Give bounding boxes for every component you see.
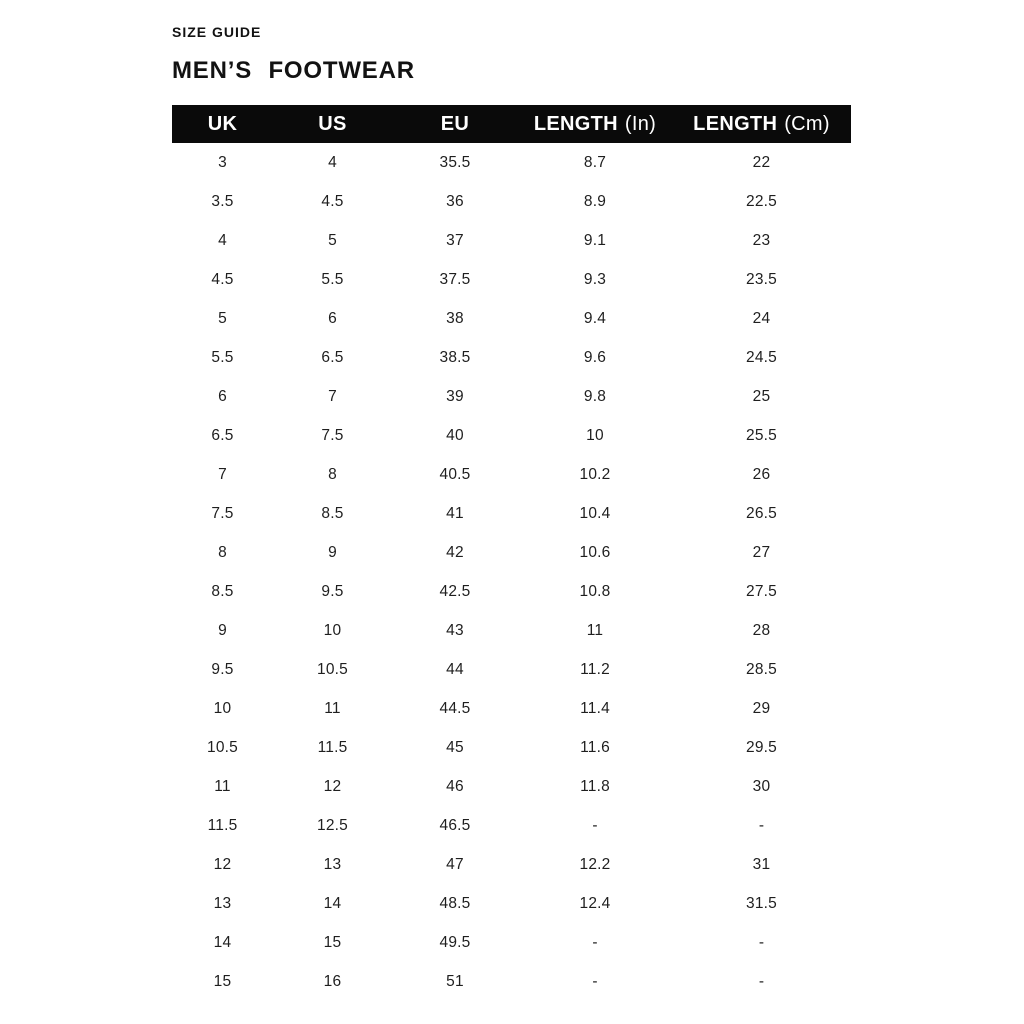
table-cell: 12 xyxy=(323,777,342,795)
column-header-length-cm xyxy=(672,105,851,143)
table-cell: 10.5 xyxy=(207,738,238,756)
table-cell: 10 xyxy=(586,426,604,444)
table-cell: 26.5 xyxy=(746,504,777,522)
table-cell: 8.5 xyxy=(321,504,344,522)
table-cell: 40.5 xyxy=(439,465,471,483)
column-header-uk xyxy=(172,105,273,143)
table-cell: 13 xyxy=(323,855,342,873)
table-cell: 11.2 xyxy=(580,660,610,678)
column-header-unit: (Cm) xyxy=(784,112,830,135)
table-cell: 9 xyxy=(218,621,227,639)
table-cell: 6 xyxy=(328,309,337,327)
table-row xyxy=(172,299,851,338)
table-cell: 14 xyxy=(323,894,342,912)
table-cell: 16 xyxy=(323,972,342,990)
table-cell: 7.5 xyxy=(211,504,234,522)
table-cell: 10 xyxy=(213,699,232,717)
table-cell: 5 xyxy=(328,231,337,249)
table-row xyxy=(172,494,851,533)
table-cell: 24 xyxy=(752,309,771,327)
table-cell: 22.5 xyxy=(746,192,777,210)
table-cell: 36 xyxy=(446,192,464,210)
table-row xyxy=(172,221,851,260)
table-cell: 11.5 xyxy=(207,816,238,834)
size-table xyxy=(172,105,851,1001)
table-cell: 39 xyxy=(446,387,464,405)
table-cell: 25.5 xyxy=(746,426,777,444)
table-cell: 42.5 xyxy=(439,582,471,600)
table-row xyxy=(172,884,851,923)
table-cell: 11.8 xyxy=(580,777,610,795)
page-title: MEN’S FOOTWEAR xyxy=(172,57,415,84)
table-cell: 15 xyxy=(213,972,232,990)
table-cell: 12.5 xyxy=(317,816,348,834)
table-cell: 9.4 xyxy=(583,309,607,327)
column-header-label: LENGTH xyxy=(533,112,618,135)
table-cell: - xyxy=(592,816,598,834)
table-cell: 14 xyxy=(213,933,232,951)
table-row xyxy=(172,338,851,377)
table-cell: 48.5 xyxy=(439,894,471,912)
table-cell: 11 xyxy=(586,621,604,639)
table-row xyxy=(172,923,851,962)
table-cell: - xyxy=(592,972,598,990)
table-cell: 47 xyxy=(446,855,464,873)
table-cell: 5.5 xyxy=(211,348,234,366)
table-cell: 9.6 xyxy=(583,348,607,366)
table-cell: 8.7 xyxy=(583,153,607,171)
table-cell: 4.5 xyxy=(321,192,344,210)
table-cell: 8.9 xyxy=(583,192,607,210)
table-cell: 44.5 xyxy=(439,699,471,717)
table-cell: 10.5 xyxy=(317,660,348,678)
table-cell: 3 xyxy=(218,153,227,171)
table-cell: 6.5 xyxy=(321,348,344,366)
table-cell: 4.5 xyxy=(211,270,234,288)
table-cell: 40 xyxy=(446,426,464,444)
table-cell: 11.5 xyxy=(317,738,348,756)
table-cell: 29 xyxy=(752,699,771,717)
table-cell: 31.5 xyxy=(746,894,777,912)
table-cell: 22 xyxy=(752,153,771,171)
table-cell: 10 xyxy=(323,621,342,639)
column-header-length-in xyxy=(518,105,672,143)
table-cell: 29.5 xyxy=(746,738,777,756)
table-cell: 8 xyxy=(328,465,337,483)
table-cell: 12 xyxy=(213,855,232,873)
table-cell: 4 xyxy=(218,231,227,249)
table-cell: 10.2 xyxy=(579,465,611,483)
table-row xyxy=(172,182,851,221)
table-cell: - xyxy=(592,933,598,951)
table-cell: 10.8 xyxy=(579,582,611,600)
table-cell: 5 xyxy=(218,309,227,327)
table-row xyxy=(172,143,851,182)
table-header-row xyxy=(172,105,851,143)
column-header-label: UK xyxy=(207,112,238,135)
table-row xyxy=(172,962,851,1001)
table-cell: 11.6 xyxy=(580,738,610,756)
table-row xyxy=(172,416,851,455)
table-cell: 35.5 xyxy=(439,153,471,171)
table-cell: 51 xyxy=(446,972,464,990)
table-cell: 37.5 xyxy=(439,270,471,288)
table-cell: 9.1 xyxy=(583,231,607,249)
table-row xyxy=(172,377,851,416)
column-header-label: US xyxy=(318,112,347,135)
table-cell: 4 xyxy=(328,153,337,171)
table-cell: 8.5 xyxy=(211,582,234,600)
table-cell: 27 xyxy=(752,543,771,561)
table-cell: 7 xyxy=(218,465,227,483)
table-cell: 25 xyxy=(752,387,771,405)
table-cell: 27.5 xyxy=(746,582,777,600)
column-header-label: LENGTH xyxy=(693,112,778,135)
table-cell: 9.5 xyxy=(321,582,344,600)
table-row xyxy=(172,845,851,884)
table-cell: - xyxy=(758,816,765,834)
table-row xyxy=(172,650,851,689)
table-cell: 43 xyxy=(446,621,464,639)
table-cell: 9 xyxy=(328,543,337,561)
table-cell: 23.5 xyxy=(746,270,777,288)
table-row xyxy=(172,260,851,299)
table-row xyxy=(172,806,851,845)
table-row xyxy=(172,572,851,611)
table-cell: 30 xyxy=(752,777,771,795)
table-cell: 44 xyxy=(446,660,464,678)
table-cell: 45 xyxy=(446,738,464,756)
column-header-us xyxy=(273,105,392,143)
table-cell: 3.5 xyxy=(211,192,234,210)
table-cell: 28.5 xyxy=(746,660,777,678)
table-cell: 26 xyxy=(752,465,771,483)
table-cell: 11 xyxy=(214,777,231,795)
column-header-unit: (In) xyxy=(624,112,657,135)
table-cell: 24.5 xyxy=(746,348,777,366)
table-cell: 7.5 xyxy=(321,426,344,444)
table-row xyxy=(172,728,851,767)
table-cell: 15 xyxy=(323,933,342,951)
table-cell: 9.3 xyxy=(583,270,607,288)
table-cell: 38 xyxy=(446,309,464,327)
table-cell: 28 xyxy=(752,621,771,639)
table-cell: - xyxy=(758,972,765,990)
table-cell: 46.5 xyxy=(439,816,471,834)
table-cell: 12.4 xyxy=(579,894,611,912)
table-cell: 37 xyxy=(446,231,464,249)
column-header-eu xyxy=(392,105,518,143)
table-cell: 13 xyxy=(213,894,232,912)
table-row xyxy=(172,533,851,572)
table-cell: 7 xyxy=(328,387,337,405)
table-cell: 11.4 xyxy=(580,699,610,717)
table-cell: 5.5 xyxy=(321,270,344,288)
table-cell: - xyxy=(758,933,765,951)
table-cell: 42 xyxy=(446,543,464,561)
table-cell: 49.5 xyxy=(439,933,471,951)
table-cell: 31 xyxy=(752,855,771,873)
table-cell: 46 xyxy=(446,777,464,795)
table-row xyxy=(172,455,851,494)
table-cell: 23 xyxy=(752,231,771,249)
table-row xyxy=(172,611,851,650)
column-header-label: EU xyxy=(440,112,470,135)
table-cell: 11 xyxy=(324,699,341,717)
table-cell: 38.5 xyxy=(439,348,471,366)
table-cell: 8 xyxy=(218,543,227,561)
table-row xyxy=(172,689,851,728)
table-cell: 6.5 xyxy=(211,426,234,444)
table-cell: 9.8 xyxy=(583,387,607,405)
table-cell: 10.6 xyxy=(579,543,611,561)
table-cell: 12.2 xyxy=(579,855,611,873)
table-cell: 9.5 xyxy=(211,660,234,678)
table-row xyxy=(172,767,851,806)
table-cell: 10.4 xyxy=(579,504,611,522)
table-cell: 41 xyxy=(446,504,464,522)
table-cell: 6 xyxy=(218,387,227,405)
size-guide-label: SIZE GUIDE xyxy=(172,24,262,40)
